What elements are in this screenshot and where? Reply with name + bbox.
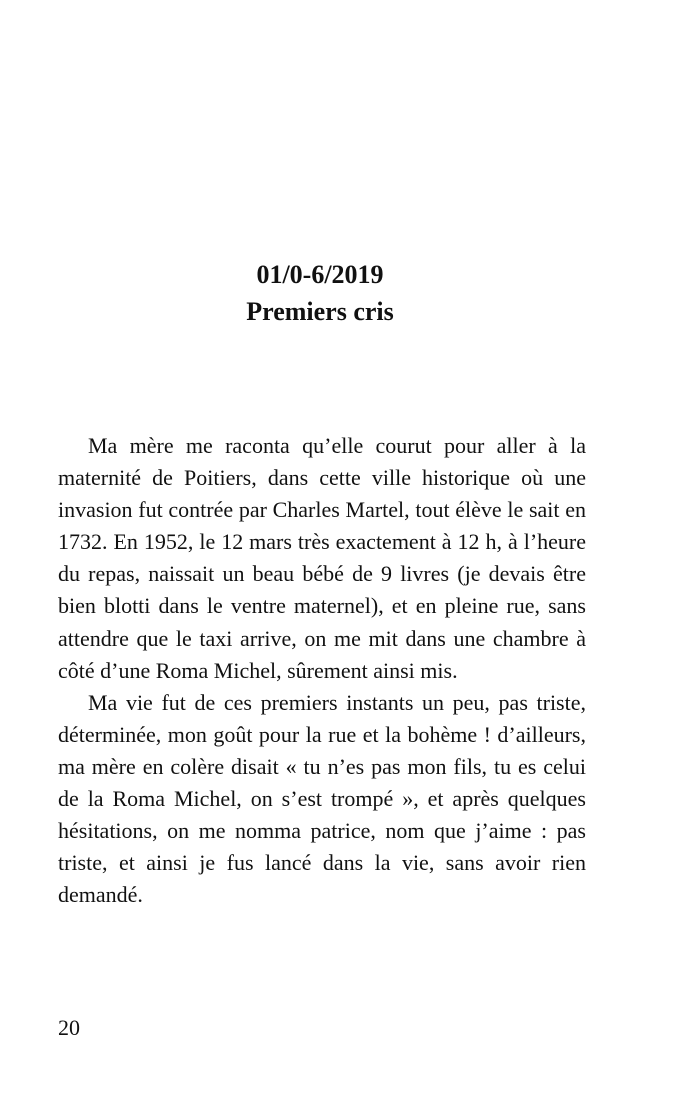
chapter-title: Premiers cris [246,297,394,326]
chapter-date: 01/0-6/2019 [256,260,384,289]
paragraph: Ma vie fut de ces premiers instants un peu, pas triste, déterminée, mon goût pour la rue et la bohème ! d’ailleurs, ma mère en colère disait « tu n’es pas mon fils, tu es celui de la Roma Michel, on s’est trompé », et après quelques hésitations, on me nomma patrice, nom que j’aime : pas triste, et ainsi je fus lancé dans la vie, sans avoir rien demandé. [58,689,586,908]
page-number: 20 [58,1015,80,1040]
paragraph: Ma mère me raconta qu’elle courut pour aller à la maternité de Poitiers, dans cette ville historique où une invasion fut contrée par Charles Martel, tout élève le sait en 1732. En 1952, le 12 mars très exactement à 12 h, à l’heure du repas, naissait un beau bébé de 9 livres (je devais être bien blotti dans le ventre maternel), et en pleine rue, sans attendre que le taxi arrive, on me mit dans une chambre à côté d’une Roma Michel, sûrement ainsi mis. [58,433,586,683]
chapter-heading [0,256,640,330]
chapter-body [58,430,586,911]
